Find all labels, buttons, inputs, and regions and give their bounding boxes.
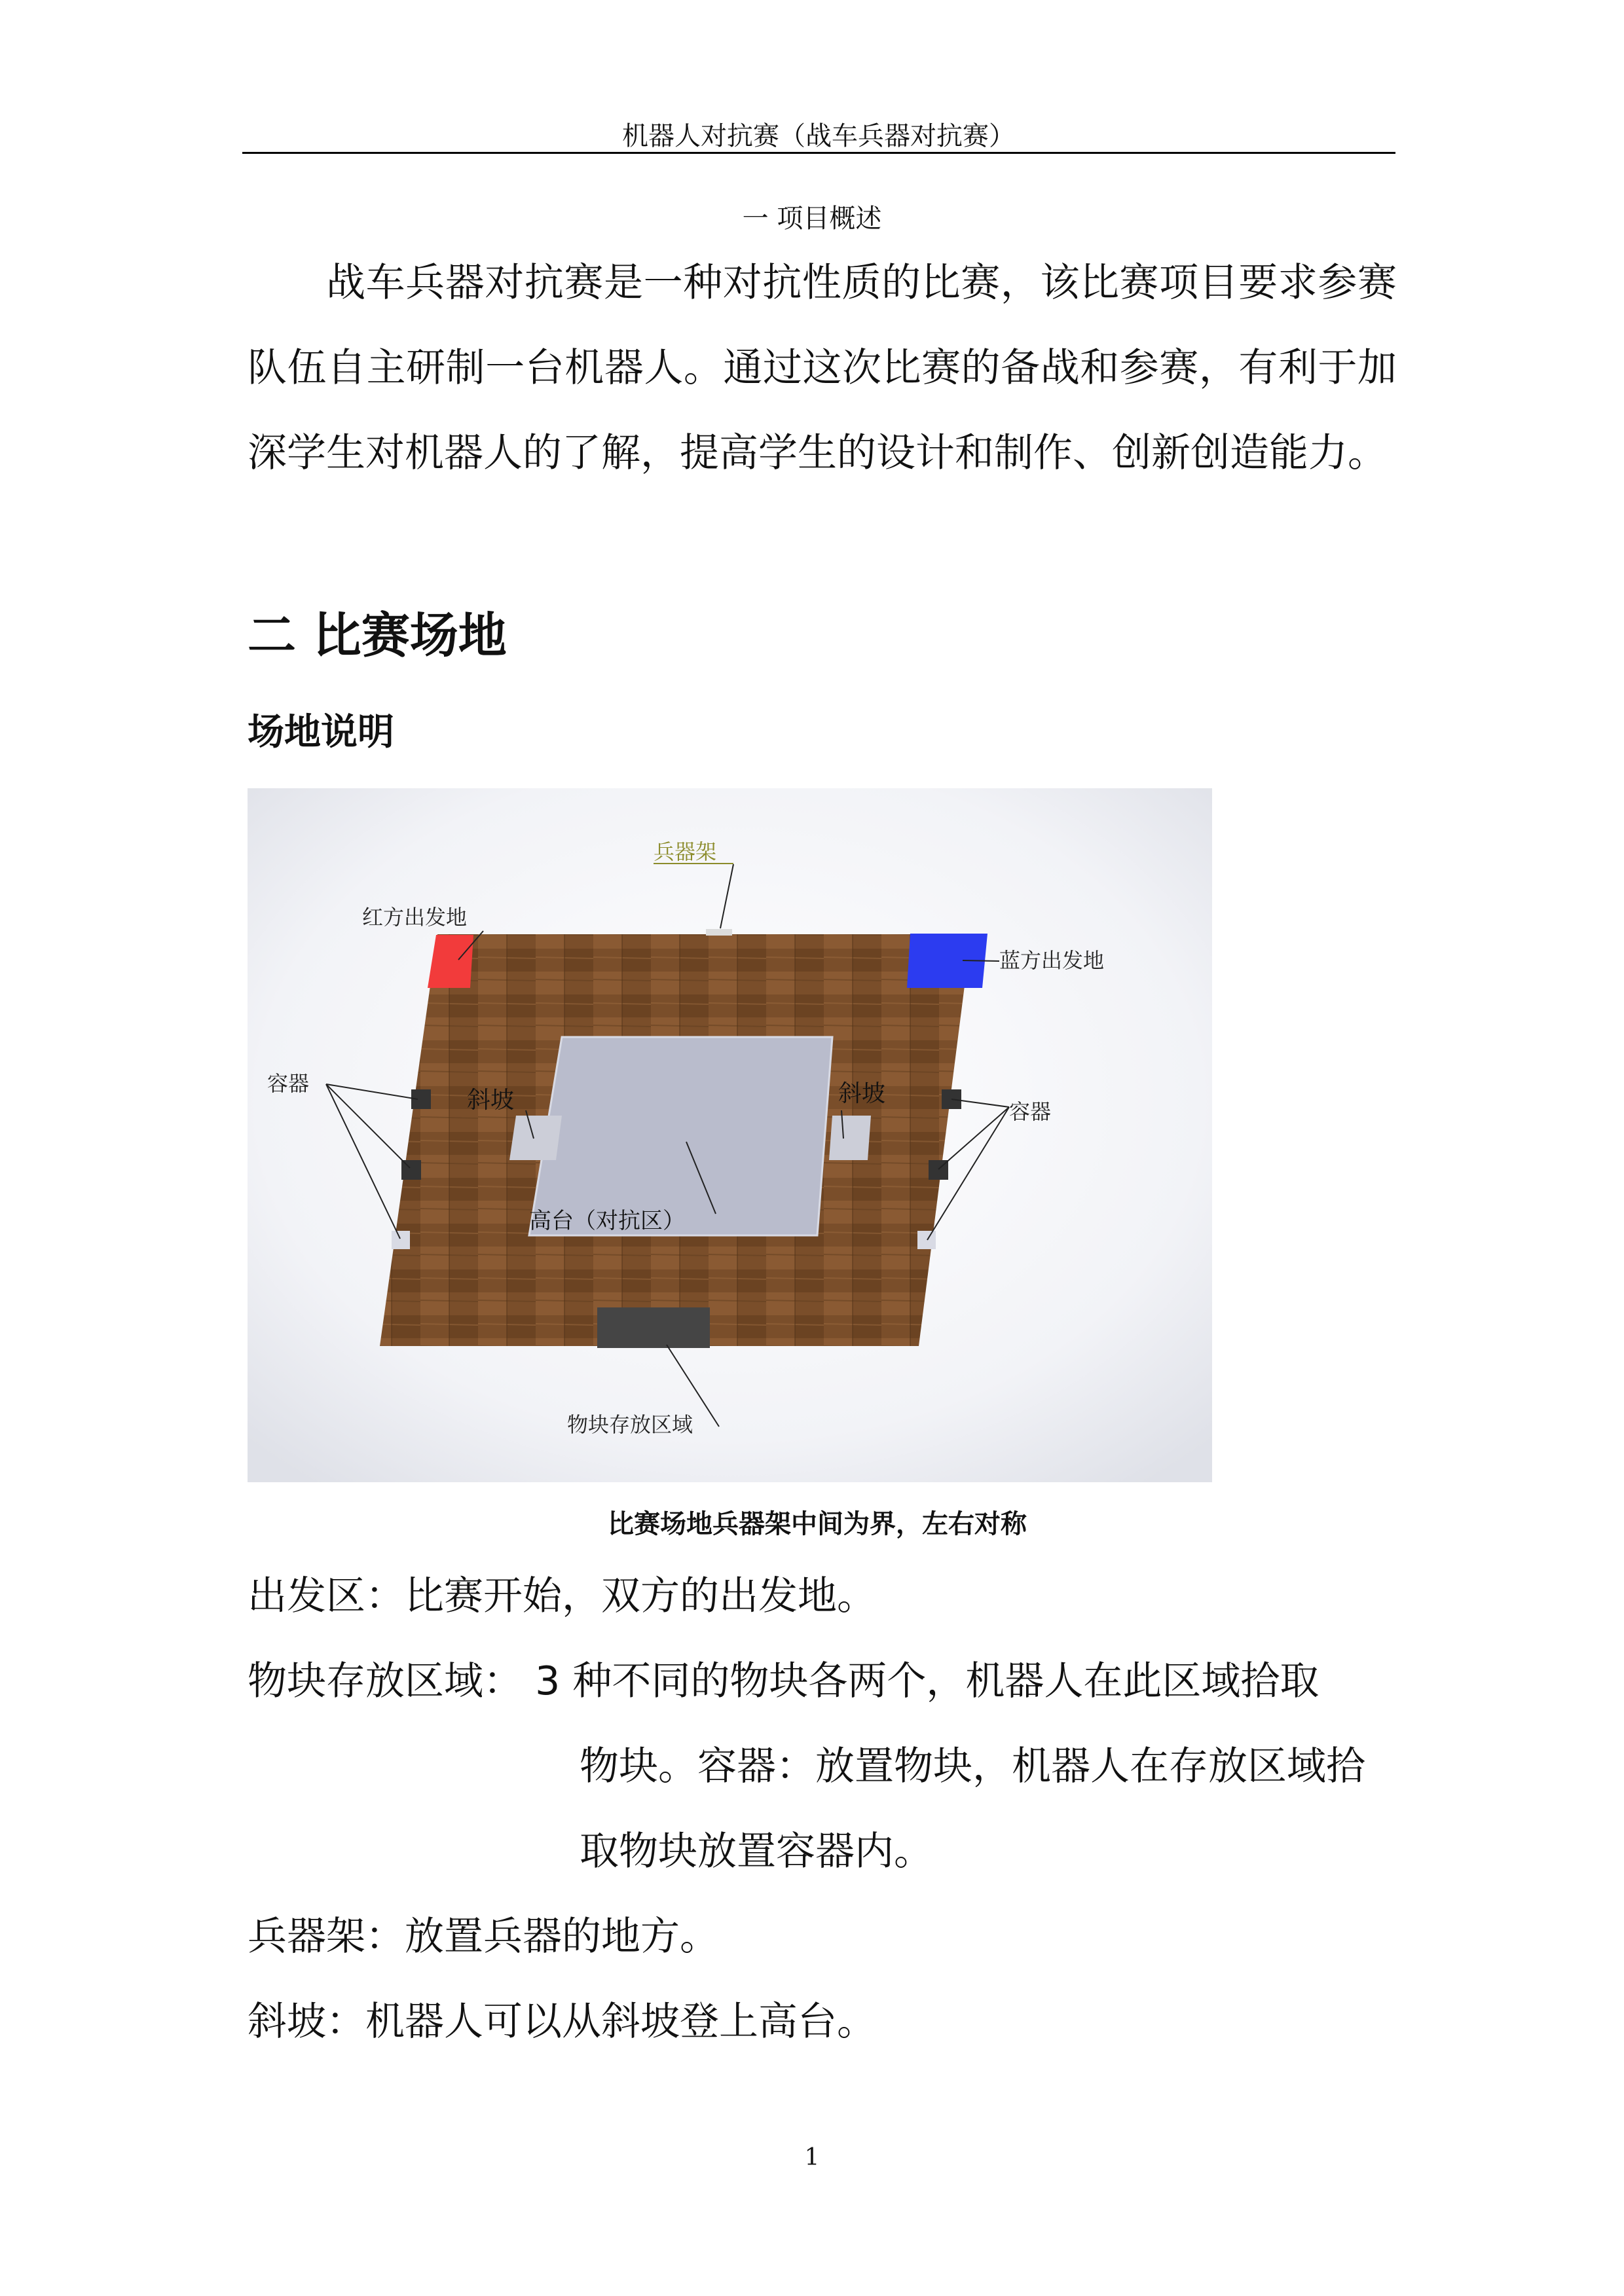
overview-text: 战车兵器对抗赛是一种对抗性质的比赛，该比赛项目要求参赛队伍自主研制一台机器人。通过这次比赛的备战和参赛，有利于加深学生对机器人的了解，提高学生的设计和制作、创新创造能力。 — [248, 260, 1397, 476]
ramp-right — [829, 1116, 871, 1160]
header-rule — [242, 152, 1395, 154]
ramp-right-label: 斜坡 — [838, 1080, 886, 1107]
definition-storage-line3: 取物块放置容器内。 — [580, 1829, 933, 1874]
ramp-left — [509, 1116, 562, 1160]
storage-zone — [597, 1307, 710, 1348]
ramp-left-label: 斜坡 — [467, 1087, 515, 1114]
venue-diagram — [248, 788, 1212, 1482]
definition-ramp: 斜坡：机器人可以从斜坡登上高台。 — [248, 1999, 876, 2045]
definition-weapon-rack: 兵器架：放置兵器的地方。 — [248, 1914, 719, 1959]
section-heading-venue: 二 比赛场地 — [248, 608, 507, 664]
container-right-3 — [917, 1231, 936, 1249]
subheading-venue-description: 场地说明 — [248, 711, 394, 754]
definition-storage-line1: 物块存放区域： 3 种不同的物块各两个，机器人在此区域拾取 — [248, 1658, 1320, 1704]
storage-label: 物块存放区域 — [567, 1412, 693, 1437]
platform — [529, 1037, 832, 1235]
blue-start-label: 蓝方出发地 — [999, 948, 1105, 973]
weapon-rack-label: 兵器架 — [654, 839, 717, 864]
venue-figure — [248, 788, 1212, 1482]
definition-storage-line2: 物块。容器：放置物块，机器人在存放区域拾 — [580, 1743, 1365, 1789]
container-left-label: 容器 — [267, 1071, 310, 1096]
red-start-label: 红方出发地 — [362, 905, 468, 930]
weapon-rack — [706, 929, 732, 936]
section-heading-overview: 一 项目概述 — [742, 204, 882, 234]
page-number: 1 — [804, 2144, 820, 2171]
container-right-label: 容器 — [1009, 1099, 1052, 1124]
overview-paragraph — [248, 240, 1397, 496]
container-left-3 — [392, 1231, 410, 1249]
running-header: 机器人对抗赛（战车兵器对抗赛） — [622, 121, 1015, 151]
definition-start-area: 出发区：比赛开始，双方的出发地。 — [248, 1573, 876, 1619]
platform-label: 高台（对抗区） — [529, 1208, 685, 1234]
figure-caption: 比赛场地兵器架中间为界，左右对称 — [608, 1509, 1027, 1539]
